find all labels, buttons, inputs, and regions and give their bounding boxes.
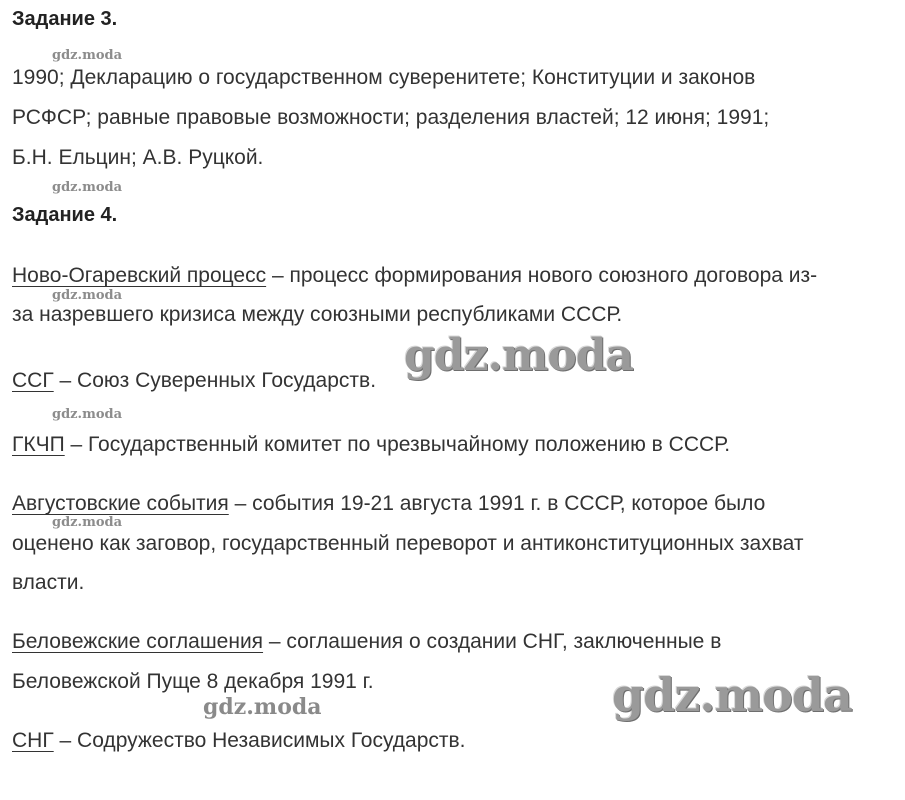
definition-novo-ogarevo-cont: за назревшего кризиса между союзными республиками СССР. <box>12 303 623 326</box>
watermark: gdz.moda <box>404 330 634 381</box>
term: Августовские события <box>12 492 229 515</box>
task3-line-1: 1990; Декларацию о государственном суверенитете; Конституции и законов <box>12 66 756 89</box>
definition-sng <box>12 729 466 753</box>
definition-gkchp <box>12 433 730 457</box>
definition-text: – соглашения о создании СНГ, заключенные в <box>263 630 722 653</box>
watermark: gdz.moda <box>52 180 123 195</box>
task4-heading: Задание 4. <box>12 204 118 226</box>
term: Беловежские соглашения <box>12 630 264 653</box>
term: Ново-Огаревский процесс <box>12 264 267 287</box>
watermark: gdz.moda <box>203 694 322 720</box>
term: СНГ <box>12 729 54 752</box>
watermark: gdz.moda <box>52 407 123 422</box>
definition-text: – Государственный комитет по чрезвычайному положению в СССР. <box>64 433 731 456</box>
definition-text: – события 19-21 августа 1991 г. в СССР, которое было <box>228 492 766 515</box>
task3-line-2: РСФСР; равные правовые возможности; разделения властей; 12 июня; 1991; <box>12 106 770 129</box>
watermark: gdz.moda <box>52 515 123 530</box>
watermark: gdz.moda <box>52 288 123 303</box>
watermark: gdz.moda <box>52 48 123 63</box>
definition-belovezh <box>12 630 721 654</box>
task3-heading: Задание 3. <box>12 8 118 30</box>
term: ССГ <box>12 369 54 392</box>
definition-ssg <box>12 369 376 393</box>
task3-line-3: Б.Н. Ельцин; А.В. Руцкой. <box>12 146 264 169</box>
definition-text: – Содружество Независимых Государств. <box>53 729 466 752</box>
definition-august-events-cont-2: власти. <box>12 571 85 594</box>
term: ГКЧП <box>12 433 65 456</box>
definition-august-events-cont-1: оценено как заговор, государственный переворот и антиконституционных захват <box>12 532 804 555</box>
definition-august-events <box>12 492 765 516</box>
watermark: gdz.moda <box>612 668 852 722</box>
definition-novo-ogarevo <box>12 264 817 288</box>
definition-text: – процесс формирования нового союзного договора из- <box>266 264 818 287</box>
definition-belovezh-cont: Беловежской Пуще 8 декабря 1991 г. <box>12 670 374 693</box>
definition-text: – Союз Суверенных Государств. <box>53 369 377 392</box>
